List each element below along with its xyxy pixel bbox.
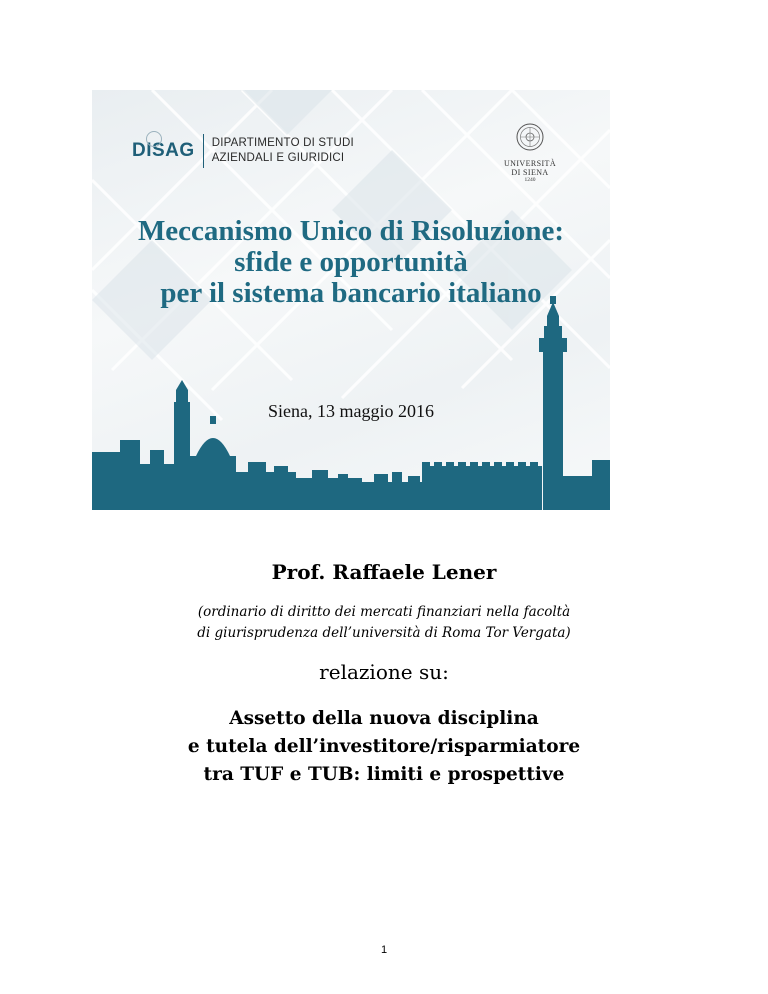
siena-skyline-illustration: [92, 90, 610, 510]
disag-word: DISAG: [132, 140, 195, 161]
page-number: 1: [380, 944, 388, 956]
department-name-line2: AZIENDALI E GIURIDICI: [211, 152, 345, 164]
talk-title-line3: tra TUF e TUB: limiti e prospettive: [203, 764, 565, 785]
university-year: 1240: [524, 177, 536, 183]
conference-title-line1: Meccanismo Unico di Risoluzione:: [137, 215, 565, 247]
university-name-line2: DI SIENA: [511, 168, 549, 177]
speaker-affiliation-line2: di giurisprudenza dell’università di Roma Tor Vergata): [197, 625, 571, 641]
conference-date: Siena, 13 maggio 2016: [268, 401, 434, 421]
talk-title: [0, 705, 768, 789]
talk-title-line2: e tutela dell’investitore/risparmiatore: [187, 736, 581, 757]
talk-title-line1: Assetto della nuova disciplina: [229, 708, 539, 729]
speaker-affiliation: [0, 602, 768, 644]
speaker-affiliation-line1: (ordinario di diritto dei mercati finanziari nella facoltà: [197, 604, 571, 620]
talk-intro: relazione su:: [319, 660, 449, 684]
department-name-line1: DIPARTIMENTO DI STUDI: [211, 137, 354, 149]
university-name-line1: UNIVERSITÀ: [504, 159, 556, 168]
speaker-name: Prof. Raffaele Lener: [271, 560, 497, 584]
conference-banner: [92, 90, 610, 510]
conference-title-line2: sfide e opportunità: [234, 246, 468, 278]
conference-title-line3: per il sistema bancario italiano: [160, 277, 542, 309]
